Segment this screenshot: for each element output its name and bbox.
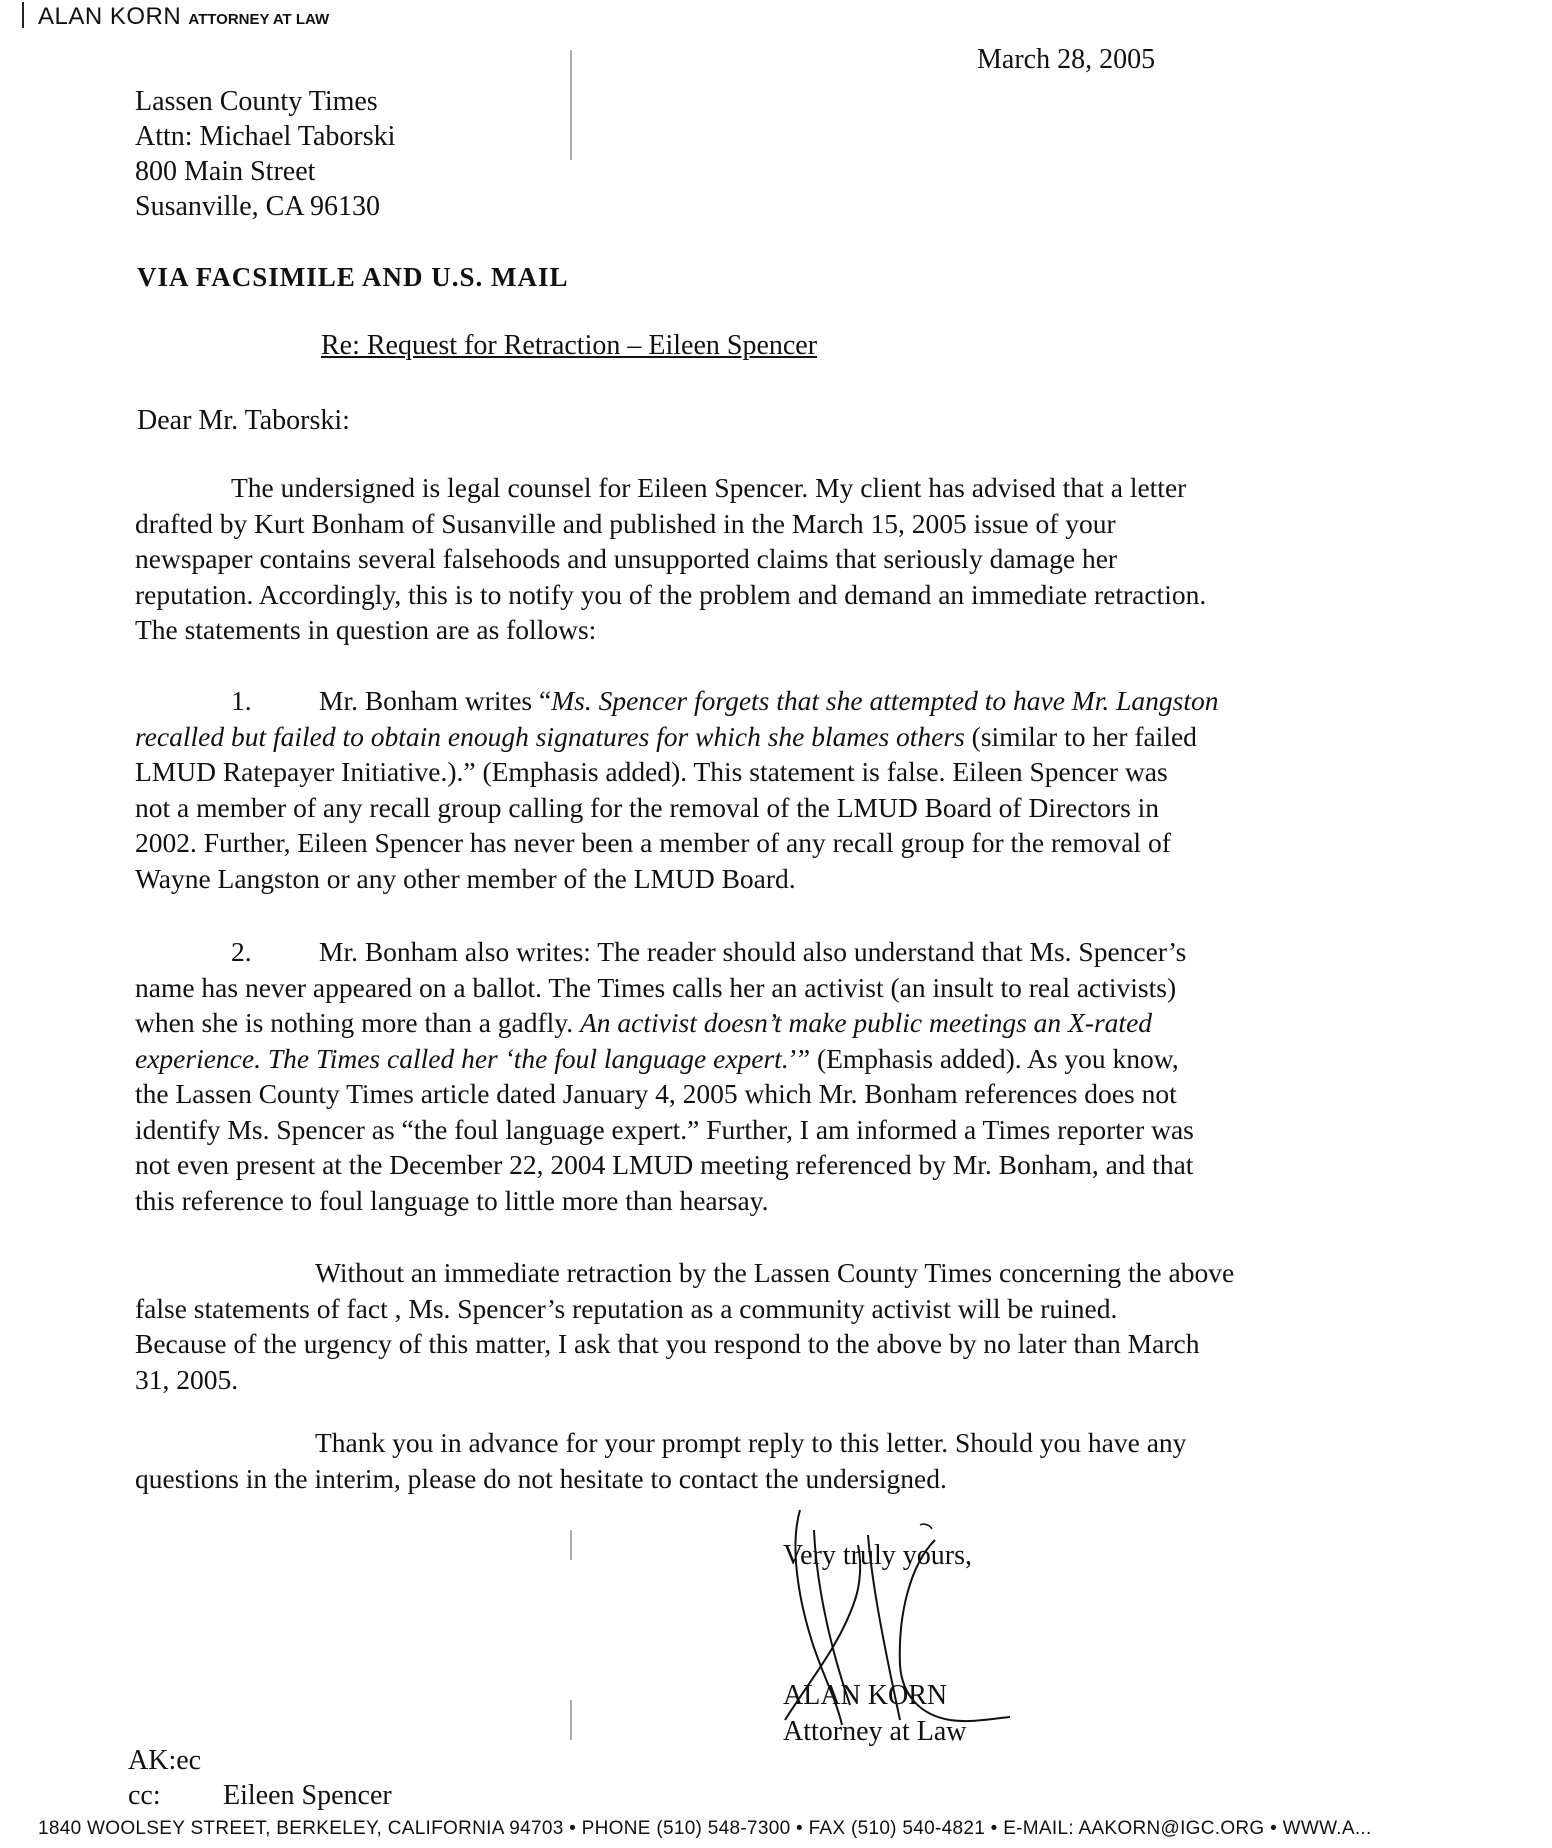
text-line: Wayne Langston or any other member of the LMUD Board. bbox=[135, 862, 796, 894]
text-line: this reference to foul language to little more than hearsay. bbox=[135, 1184, 769, 1216]
quoted-text: recalled but failed to obtain enough signatures for which she blames others bbox=[135, 720, 965, 752]
text-line: reputation. Accordingly, this is to notify you of the problem and demand an immediate retraction. bbox=[135, 578, 1207, 610]
text-line: newspaper contains several falsehoods and unsupported claims that seriously damage her bbox=[135, 543, 1118, 574]
text-line: name has never appeared on a ballot. The Times calls her an activist (an insult to real activists) bbox=[135, 971, 1177, 1003]
text-line bbox=[135, 934, 1360, 970]
quoted-text: Ms. Spencer forgets that she attempted to have Mr. Langston bbox=[551, 685, 1219, 716]
recipient-attn: Attn: Michael Taborski bbox=[135, 121, 396, 152]
letterhead-name: ALAN KORN bbox=[38, 3, 182, 30]
text-line: not a member of any recall group calling for the removal of the LMUD Board of Directors in bbox=[135, 791, 1160, 823]
text-line: LMUD Ratepayer Initiative.).” (Emphasis added). This statement is false. Eileen Spencer was bbox=[135, 756, 1168, 787]
cc-label: cc: bbox=[128, 1780, 161, 1811]
subject-line: Re: Request for Retraction – Eileen Spencer bbox=[321, 330, 818, 361]
text-line: 31, 2005. bbox=[135, 1363, 239, 1395]
text-line bbox=[135, 1005, 1360, 1041]
text-span: ’” (Emphasis added). As you know, bbox=[788, 1042, 1179, 1074]
text-span: when she is nothing more than a gadfly. bbox=[135, 1007, 580, 1038]
item-number: 2. bbox=[231, 936, 252, 967]
text-line: Thank you in advance for your prompt reply to this letter. Should you have any bbox=[315, 1427, 1187, 1458]
paragraph-intro bbox=[135, 470, 1360, 648]
letterhead-title: ATTORNEY AT LAW bbox=[188, 11, 330, 28]
fold-crease-mark bbox=[570, 1530, 572, 1560]
letterhead bbox=[22, 2, 329, 31]
text-line: identify Ms. Spencer as “the foul language expert.” Further, I am informed a Times reporter was bbox=[135, 1113, 1194, 1145]
signer-title: Attorney at Law bbox=[783, 1716, 967, 1747]
quoted-text: experience. The Times called her ‘the foul language expert. bbox=[135, 1042, 789, 1074]
delivery-method: VIA FACSIMILE AND U.S. MAIL bbox=[137, 262, 569, 292]
signer-name: ALAN KORN bbox=[783, 1680, 948, 1711]
text-span: Mr. Bonham writes “ bbox=[319, 685, 552, 716]
salutation: Dear Mr. Taborski: bbox=[137, 405, 350, 436]
text-line: false statements of fact , Ms. Spencer’s reputation as a community activist will be ruined. bbox=[135, 1292, 1118, 1324]
text-line bbox=[135, 683, 1360, 719]
paragraph-retraction bbox=[135, 1255, 1360, 1397]
text-line: questions in the interim, please do not hesitate to contact the undersigned. bbox=[135, 1462, 947, 1494]
text-line: The statements in question are as follows: bbox=[135, 614, 597, 645]
letter-date: March 28, 2005 bbox=[977, 44, 1156, 75]
cc-line bbox=[128, 1780, 392, 1812]
text-line: the Lassen County Times article dated January 4, 2005 which Mr. Bonham references does not bbox=[135, 1078, 1177, 1109]
recipient-address bbox=[135, 84, 395, 224]
text-span: Mr. Bonham also writes: The reader should also understand that Ms. Spencer’s bbox=[319, 936, 1187, 967]
fold-crease-mark bbox=[570, 50, 572, 160]
recipient-org: Lassen County Times bbox=[135, 86, 378, 117]
item-number: 1. bbox=[231, 685, 252, 716]
text-line bbox=[135, 1041, 1360, 1077]
text-line: drafted by Kurt Bonham of Susanville and published in the March 15, 2005 issue of your bbox=[135, 507, 1116, 539]
text-span: (similar to her failed bbox=[964, 720, 1197, 752]
paragraph-item-1 bbox=[135, 683, 1360, 896]
text-line: 2002. Further, Eileen Spencer has never been a member of any recall group for the removal of bbox=[135, 827, 1171, 858]
paragraph-thanks bbox=[135, 1425, 1360, 1496]
text-line: Because of the urgency of this matter, I ask that you respond to the above by no later than March bbox=[135, 1328, 1200, 1359]
text-line bbox=[135, 719, 1360, 755]
letterhead-rule bbox=[22, 2, 24, 28]
quoted-text: An activist doesn’t make public meetings an X-rated bbox=[580, 1007, 1153, 1038]
text-line: The undersigned is legal counsel for Eileen Spencer. My client has advised that a letter bbox=[231, 472, 1187, 503]
closing: Very truly yours, bbox=[783, 1540, 972, 1571]
typist-initials: AK:ec bbox=[128, 1745, 202, 1776]
cc-name: Eileen Spencer bbox=[223, 1780, 392, 1811]
recipient-city: Susanville, CA 96130 bbox=[135, 191, 381, 222]
text-line: Without an immediate retraction by the Lassen County Times concerning the above bbox=[315, 1257, 1235, 1288]
paragraph-item-2 bbox=[135, 934, 1360, 1218]
fold-crease-mark bbox=[570, 1700, 572, 1740]
recipient-street: 800 Main Street bbox=[135, 156, 316, 187]
text-line: not even present at the December 22, 2004 LMUD meeting referenced by Mr. Bonham, and that bbox=[135, 1149, 1194, 1180]
letterhead-footer: 1840 WOOLSEY STREET, BERKELEY, CALIFORNIA 94703 • PHONE (510) 548-7300 • FAX (510) 540-4821 • E-MAIL: AAKORN@IGC.ORG • WWW.A... bbox=[38, 1818, 1372, 1839]
